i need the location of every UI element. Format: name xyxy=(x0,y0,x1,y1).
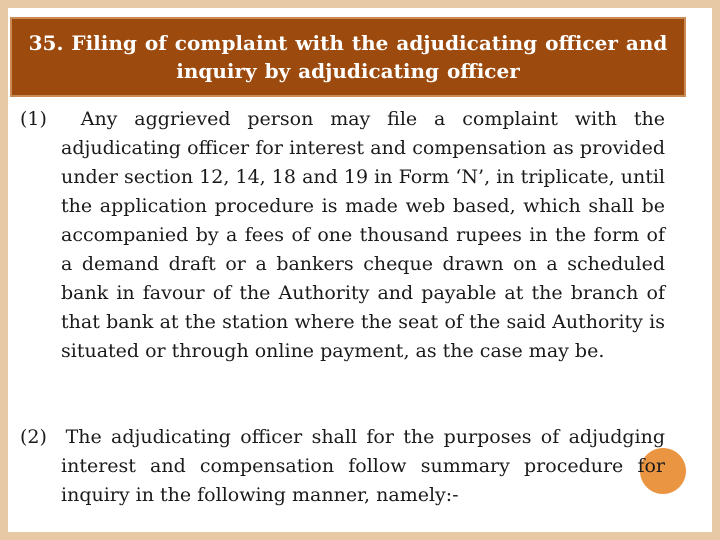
slide-frame-left xyxy=(0,0,8,540)
paragraph-2 xyxy=(20,423,665,510)
paragraph-2-text: The adjudicating officer shall for the purposes of adjudging interest and compensation follow summary procedure for inquiry in the following manner, namely:- xyxy=(61,426,665,506)
slide-title: 35. Filing of complaint with the adjudicating officer and inquiry by adjudicating officer xyxy=(28,31,668,83)
slide-frame-bottom xyxy=(0,532,720,540)
paragraph-1-number: (1) xyxy=(20,108,47,130)
paragraph-1-text: Any aggrieved person may file a complaint with the adjudicating officer for interest and compensation as provided under section 12, 14, 18 and 19 in Form ‘N’, in triplicate, until the application procedure is made web based, which shall be accompanied by a fees of one thousand rupees in the form of a demand draft or a bankers cheque drawn on a scheduled bank in favour of the Authority and payable at the branch of that bank at the station where the seat of the said Authority is situated or through online payment, as the case may be. xyxy=(61,108,665,362)
paragraph-1-body xyxy=(20,105,665,366)
title-banner xyxy=(10,17,686,97)
paragraph-1 xyxy=(20,105,665,366)
paragraph-2-body xyxy=(20,423,665,510)
slide-frame-right xyxy=(712,0,720,540)
slide-frame-top xyxy=(0,0,720,8)
paragraph-2-number: (2) xyxy=(20,426,47,448)
